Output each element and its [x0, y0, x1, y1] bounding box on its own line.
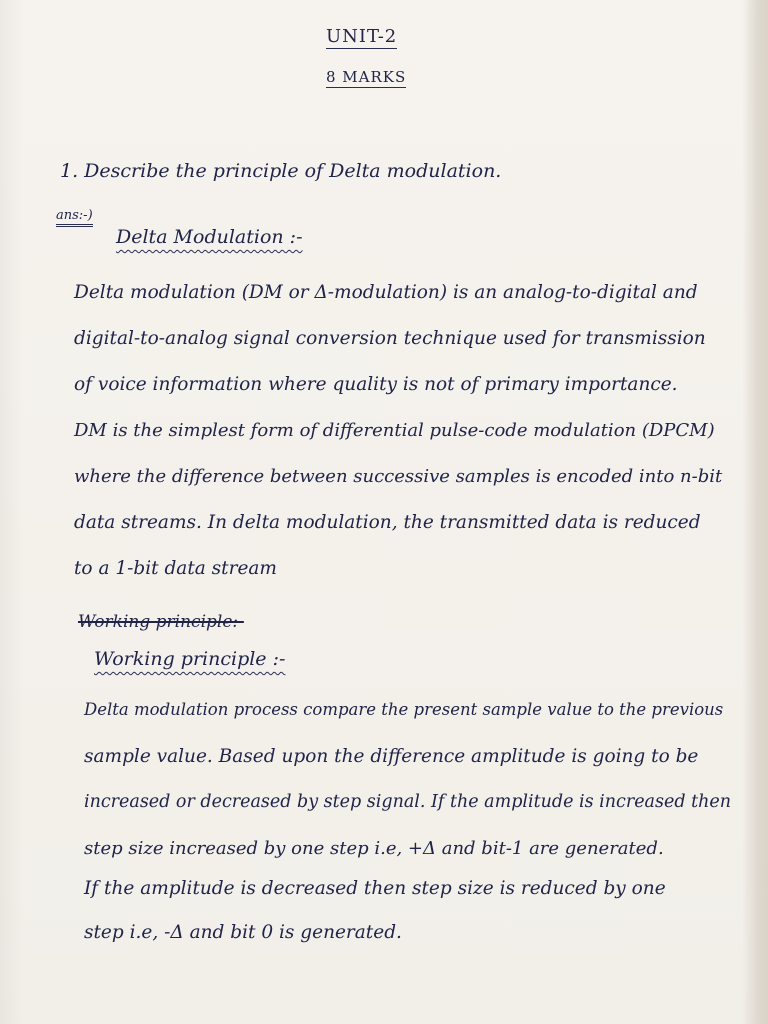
answer-marker: [56, 208, 93, 223]
paragraph1-line: digital-to-analog signal conversion technique used for transmission: [74, 328, 706, 349]
unit-heading-text: UNIT-2: [326, 26, 398, 47]
paragraph2-line: step size increased by one step i.e, +Δ and bit-1 are generated.: [84, 838, 664, 859]
paragraph1-line: to a 1-bit data stream: [74, 558, 277, 579]
section-title-text: Delta Modulation :-: [116, 226, 303, 248]
paragraph1-line: of voice information where quality is not of primary importance.: [74, 374, 678, 395]
paragraph2-line: sample value. Based upon the difference amplitude is going to be: [84, 746, 699, 767]
section-title: [116, 226, 303, 248]
paragraph1-line: DM is the simplest form of differential pulse-code modulation (DPCM): [74, 420, 715, 441]
marks-heading: [326, 68, 406, 86]
answer-marker-text: ans:-): [56, 208, 93, 227]
paragraph1-line: Delta modulation (DM or Δ-modulation) is an analog-to-digital and: [74, 282, 698, 303]
working-principle-heading-text: Working principle :-: [94, 648, 286, 670]
notebook-binding-edge: [742, 0, 768, 1024]
working-principle-heading: [94, 648, 285, 670]
paragraph2-line: Delta modulation process compare the present sample value to the previous: [84, 700, 724, 719]
paragraph1-line: where the difference between successive samples is encoded into n-bit: [74, 466, 723, 487]
paragraph1-line: data streams. In delta modulation, the transmitted data is reduced: [74, 512, 701, 533]
struck-heading: Working principle:-: [78, 612, 244, 632]
paragraph2-line: step i.e, -Δ and bit 0 is generated.: [84, 922, 402, 943]
unit-heading: [326, 26, 397, 47]
paragraph2-line: increased or decreased by step signal. If the amplitude is increased then: [84, 792, 732, 812]
question-text: 1. Describe the principle of Delta modulation.: [60, 160, 502, 182]
paragraph2-line: If the amplitude is decreased then step size is reduced by one: [84, 878, 666, 899]
marks-heading-text: 8 MARKS: [326, 68, 407, 86]
